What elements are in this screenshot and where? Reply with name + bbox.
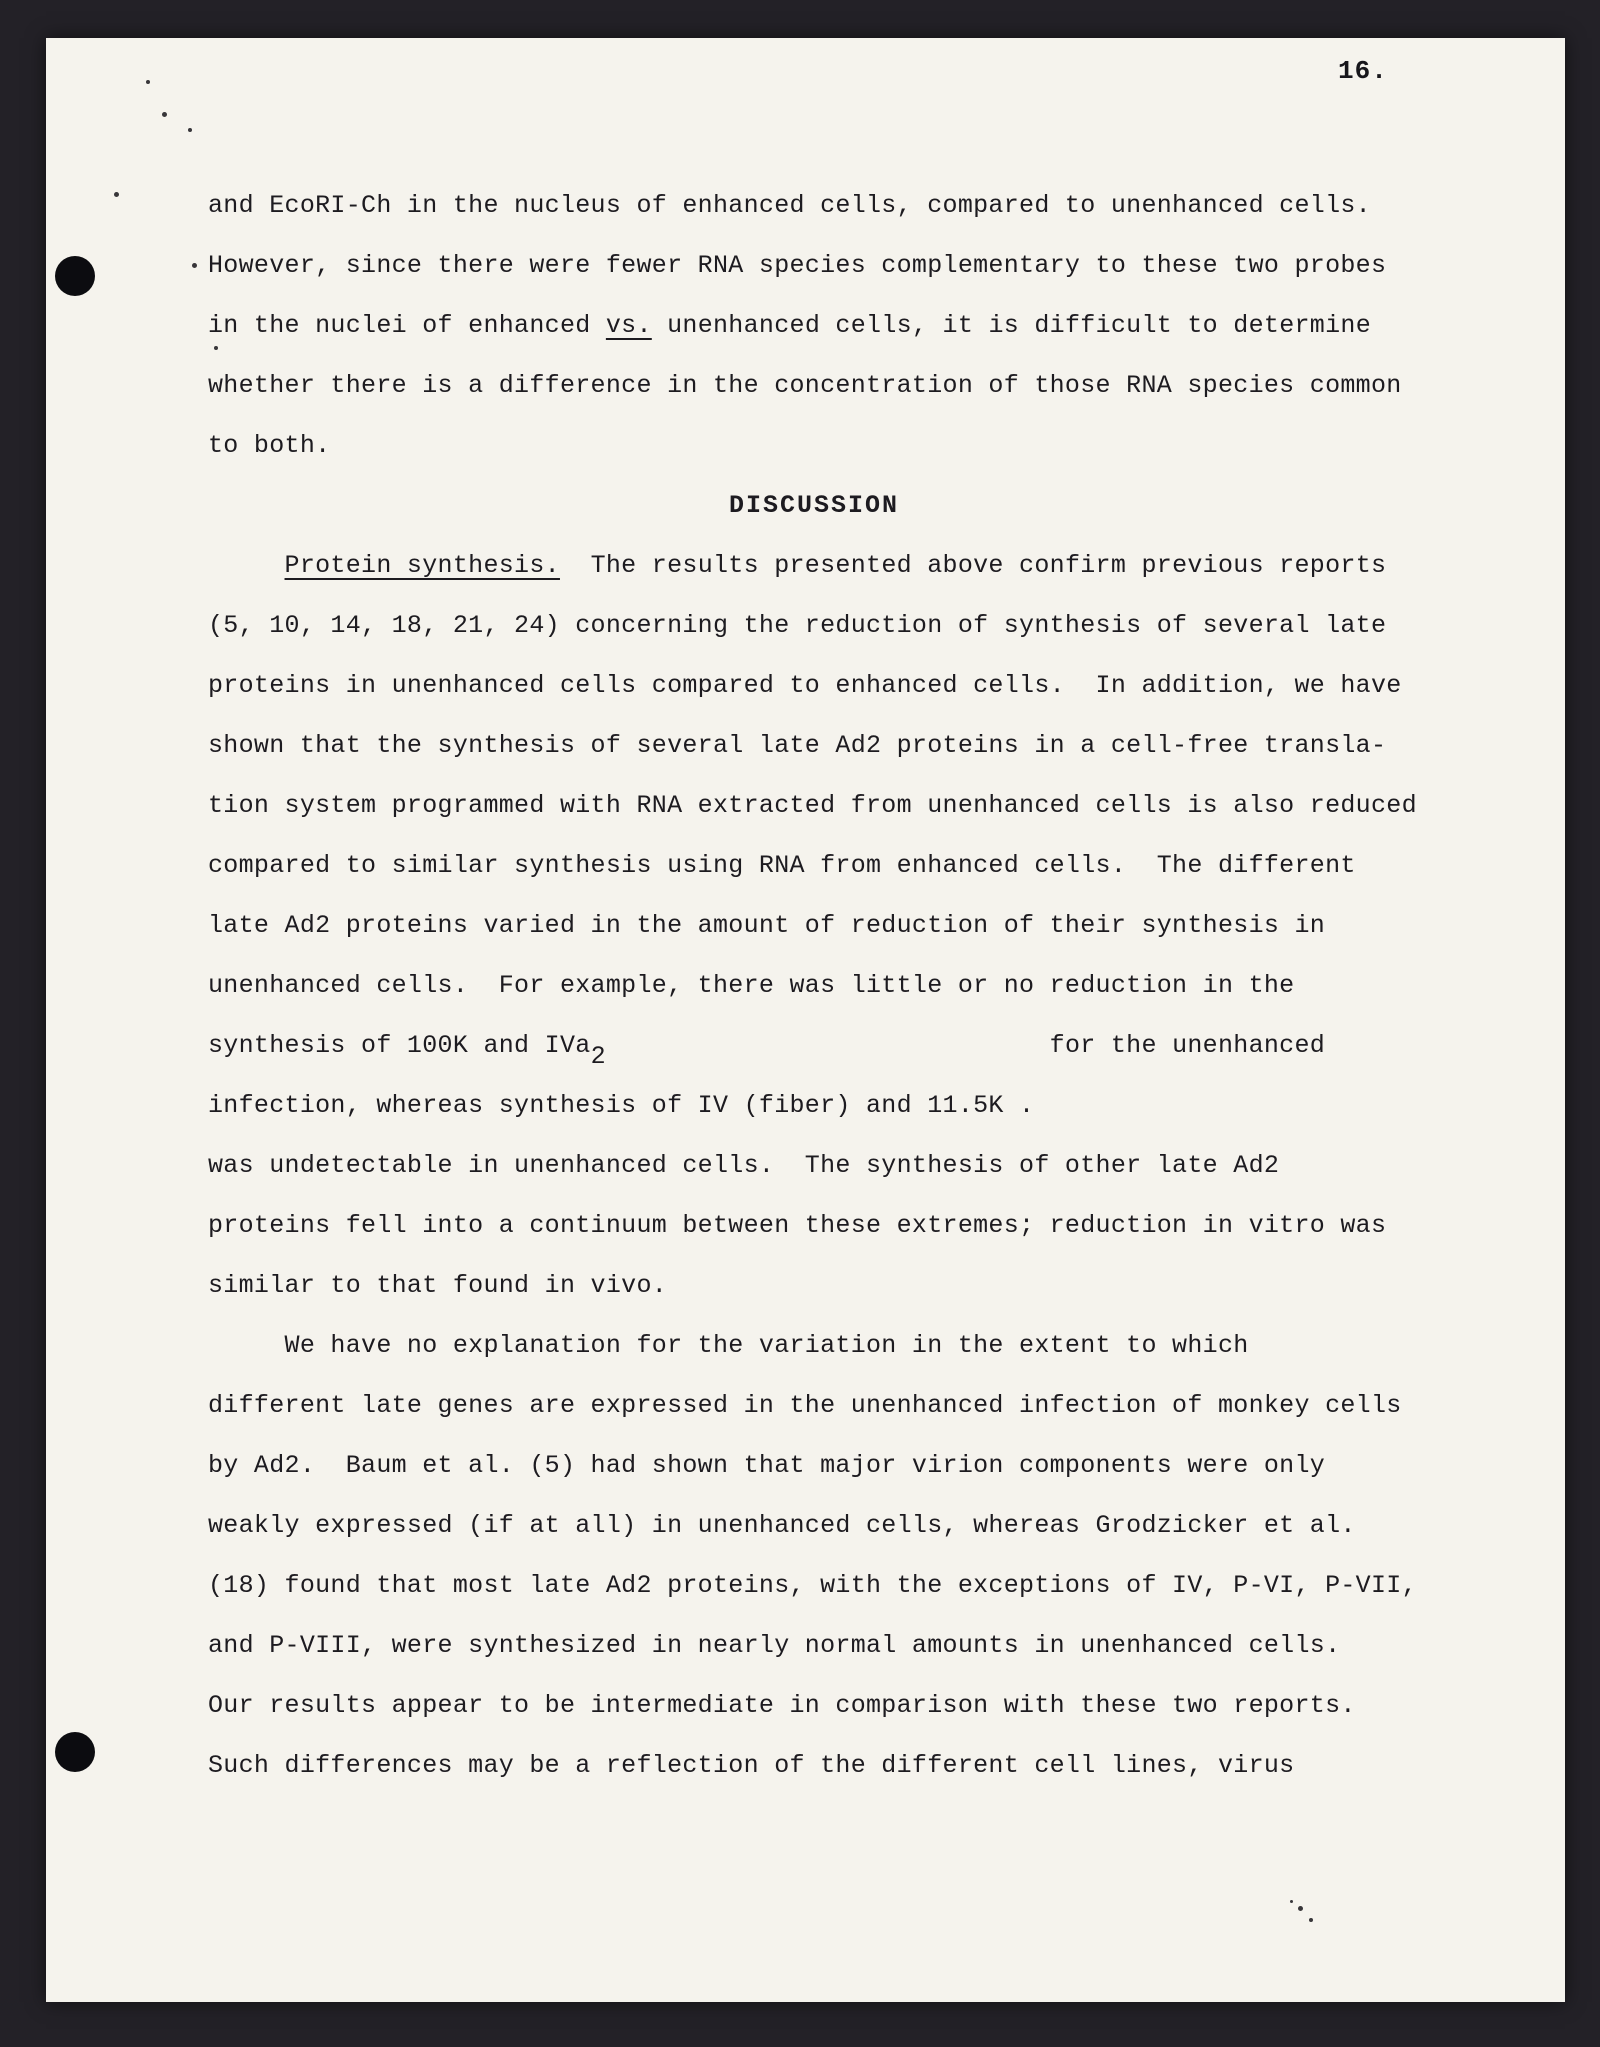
- scan-speckle: [114, 192, 119, 197]
- text-segment: [208, 551, 285, 580]
- text-line: [208, 1496, 1420, 1556]
- scan-speckle: [146, 80, 150, 84]
- scan-speckle: [188, 128, 192, 132]
- text-segment: shown that the synthesis of several late Ad2 proteins in a cell-free transla-: [208, 731, 1387, 760]
- text-line: [208, 296, 1420, 356]
- text-line: [208, 356, 1420, 416]
- text-segment: to both.: [208, 431, 331, 460]
- text-line: [208, 236, 1420, 296]
- text-line: [208, 896, 1420, 956]
- text-segment: tion system programmed with RNA extracted from unenhanced cells is also reduced: [208, 791, 1417, 820]
- text-segment: and P-VIII, were synthesized in nearly normal amounts in unenhanced cells.: [208, 1631, 1341, 1660]
- text-segment: in the nuclei of enhanced: [208, 311, 606, 340]
- text-segment: Protein synthesis.: [284, 551, 560, 580]
- text-segment: compared to similar synthesis using RNA from enhanced cells. The different: [208, 851, 1356, 880]
- text-line: [208, 596, 1420, 656]
- text-line: [208, 1076, 1420, 1136]
- text-line: [208, 176, 1420, 236]
- text-segment: Our results appear to be intermediate in comparison with these two reports.: [208, 1691, 1356, 1720]
- text-segment: synthesis of 100K and IVa: [208, 1031, 591, 1060]
- text-line: [208, 656, 1420, 716]
- text-segment: infection, whereas synthesis of IV (fiber) and 11.5K .: [208, 1091, 1035, 1120]
- scan-speckle: [1298, 1906, 1303, 1911]
- text-line: [208, 1196, 1420, 1256]
- text-segment: 2: [590, 1041, 606, 1071]
- text-line: [208, 1316, 1420, 1376]
- text-segment: Such differences may be a reflection of the different cell lines, virus: [208, 1751, 1295, 1780]
- text-line: [208, 1376, 1420, 1436]
- hole-punch-bottom: [55, 1732, 95, 1772]
- text-segment: (5, 10, 14, 18, 21, 24) concerning the reduction of synthesis of several late: [208, 611, 1387, 640]
- text-line: [208, 1016, 1420, 1076]
- text-line: [208, 956, 1420, 1016]
- scan-speckle: [1309, 1918, 1313, 1922]
- text-line: [208, 836, 1420, 896]
- text-line: [208, 476, 1420, 536]
- paper-sheet: [46, 38, 1565, 2002]
- text-segment: was undetectable in unenhanced cells. The synthesis of other late Ad2: [208, 1151, 1280, 1180]
- text-segment: for the unenhanced: [605, 1031, 1326, 1060]
- text-segment: unenhanced cells. For example, there was little or no reduction in the: [208, 971, 1295, 1000]
- text-line: [208, 1436, 1420, 1496]
- scan-speckle: [162, 112, 167, 117]
- text-segment: unenhanced cells, it is difficult to determine: [651, 311, 1372, 340]
- text-line: [208, 716, 1420, 776]
- text-line: [208, 1616, 1420, 1676]
- scan-speckle: [214, 346, 218, 350]
- text-segment: We have no explanation for the variation in the extent to which: [208, 1331, 1249, 1360]
- text-line: [208, 1256, 1420, 1316]
- text-line: [208, 776, 1420, 836]
- text-segment: and EcoRI-Ch in the nucleus of enhanced cells, compared to unenhanced cells.: [208, 191, 1371, 220]
- text-segment: (18) found that most late Ad2 proteins, with the exceptions of IV, P-VI, P-VII,: [208, 1571, 1417, 1600]
- text-segment: weakly expressed (if at all) in unenhanced cells, whereas Grodzicker et al.: [208, 1511, 1356, 1540]
- hole-punch-top: [55, 256, 95, 296]
- text-line: [208, 1556, 1420, 1616]
- text-segment: proteins fell into a continuum between these extremes; reduction in vitro was: [208, 1211, 1387, 1240]
- text-segment: proteins in unenhanced cells compared to enhanced cells. In addition, we have: [208, 671, 1402, 700]
- text-segment: vs.: [605, 311, 652, 340]
- document-lines: [208, 176, 1420, 1796]
- scan-speckle: [192, 263, 197, 268]
- text-line: [208, 536, 1420, 596]
- text-segment: different late genes are expressed in the unenhanced infection of monkey cells: [208, 1391, 1402, 1420]
- text-segment: However, since there were fewer RNA species complementary to these two probes: [208, 251, 1387, 280]
- text-line: [208, 1136, 1420, 1196]
- page-number: 16.: [1338, 56, 1388, 86]
- text-line: [208, 1736, 1420, 1796]
- text-segment: by Ad2. Baum et al. (5) had shown that major virion components were only: [208, 1451, 1326, 1480]
- text-line: [208, 416, 1420, 476]
- text-segment: similar to that found in vivo.: [208, 1271, 668, 1300]
- text-segment: late Ad2 proteins varied in the amount of reduction of their synthesis in: [208, 911, 1326, 940]
- text-segment: whether there is a difference in the concentration of those RNA species common: [208, 371, 1402, 400]
- text-segment: The results presented above confirm previous reports: [559, 551, 1387, 580]
- scan-speckle: [1290, 1900, 1293, 1903]
- text-segment: DISCUSSION: [728, 491, 900, 520]
- text-line: [208, 1676, 1420, 1736]
